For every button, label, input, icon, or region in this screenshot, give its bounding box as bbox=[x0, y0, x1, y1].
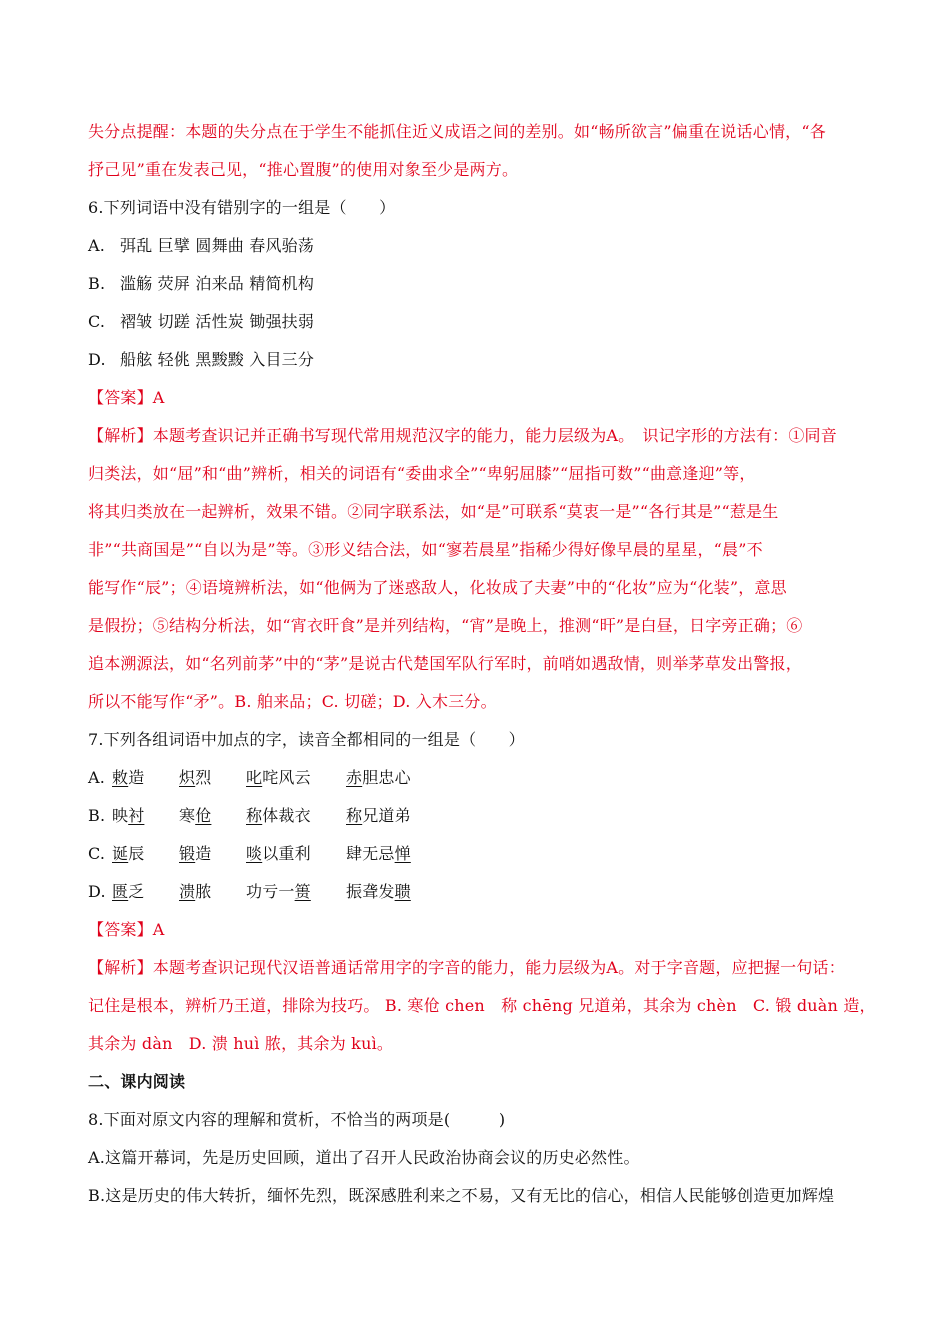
q6-option-c bbox=[88, 310, 314, 334]
q7-word bbox=[246, 804, 346, 828]
q8-stem: 8.下面对原文内容的理解和赏析，不恰当的两项是( ) bbox=[88, 1110, 506, 1129]
dotted-char: 叱 bbox=[246, 768, 263, 787]
dotted-char: 匮 bbox=[112, 882, 129, 901]
dotted-char: 衬 bbox=[128, 806, 145, 825]
q7-stem: 7.下列各组词语中加点的字，读音全都相同的一组是（ ） bbox=[88, 730, 525, 749]
dotted-char: 称 bbox=[246, 806, 263, 825]
word-rest: 辰 bbox=[128, 844, 145, 863]
word-rest: 烈 bbox=[195, 768, 212, 787]
word-rest: 体裁衣 bbox=[262, 806, 311, 825]
q6-analysis-line: 【解析】本题考查识记并正确书写现代常用规范汉字的能力，能力层级为A。 识记字形的方法有：①同音 bbox=[88, 426, 837, 445]
q8-option-a: A.这篇开幕词，先是历史回顾，道出了召开人民政治协商会议的历史必然性。 bbox=[88, 1148, 640, 1167]
q7-word bbox=[112, 842, 179, 866]
dotted-char: 啖 bbox=[246, 844, 263, 863]
q7-word bbox=[179, 880, 246, 904]
word-rest: 寒 bbox=[179, 806, 196, 825]
dotted-char: 炽 bbox=[179, 768, 196, 787]
option-letter: A. bbox=[88, 768, 106, 787]
q7-word bbox=[179, 842, 246, 866]
q7-word bbox=[246, 880, 346, 904]
q6-analysis-line: 将其归类放在一起辨析，效果不错。②同字联系法，如“是”可联系“莫衷一是”“各行其是”“惹是生 bbox=[88, 502, 779, 521]
q6-stem: 6.下列词语中没有错别字的一组是（ ） bbox=[88, 198, 396, 217]
q7-word bbox=[112, 766, 179, 790]
q6-analysis-line: 非”“共商国是”“自以为是”等。③形义结合法，如“寥若晨星”指稀少得好像早晨的星星，“晨”不 bbox=[88, 540, 763, 559]
q7-row-b bbox=[88, 804, 411, 828]
q7-answer: 【答案】A bbox=[88, 920, 165, 939]
word-rest: 功亏一 bbox=[246, 882, 295, 901]
q7-word bbox=[346, 766, 411, 790]
word-rest: 胆忠心 bbox=[362, 768, 411, 787]
option-text: 弭乱 巨擘 圆舞曲 春风骀荡 bbox=[120, 236, 315, 255]
dotted-char: 惮 bbox=[394, 844, 411, 863]
word-rest: 造 bbox=[195, 844, 212, 863]
option-text: 船舷 轻佻 黑黢黢 入目三分 bbox=[120, 350, 315, 369]
q7-word bbox=[246, 842, 346, 866]
q7-word bbox=[179, 766, 246, 790]
dotted-char: 伧 bbox=[195, 806, 212, 825]
q7-word bbox=[346, 842, 411, 866]
q7-row-a bbox=[88, 766, 411, 790]
q6-analysis-line: 追本溯源法，如“名列前茅”中的“茅”是说古代楚国军队行军时，前哨如遇敌情，则举茅草发出警报， bbox=[88, 654, 802, 673]
option-letter: C. bbox=[88, 312, 106, 331]
word-rest: 肆无忌 bbox=[346, 844, 395, 863]
dotted-char: 诞 bbox=[112, 844, 129, 863]
option-letter: B. bbox=[88, 274, 106, 293]
q7-word bbox=[346, 880, 411, 904]
q6-option-b bbox=[88, 272, 314, 296]
q6-analysis-line: 所以不能写作“矛”。B. 舶来品；C. 切磋；D. 入木三分。 bbox=[88, 692, 497, 711]
q7-word bbox=[346, 804, 411, 828]
q7-row-d bbox=[88, 880, 411, 904]
q7-word bbox=[112, 804, 179, 828]
q7-row-c bbox=[88, 842, 411, 866]
section-heading: 二、课内阅读 bbox=[88, 1072, 186, 1091]
dotted-char: 锻 bbox=[179, 844, 196, 863]
option-letter: D. bbox=[88, 350, 106, 369]
option-letter: A. bbox=[88, 236, 106, 255]
q6-option-a bbox=[88, 234, 314, 258]
q6-answer: 【答案】A bbox=[88, 388, 165, 407]
dotted-char: 敕 bbox=[112, 768, 129, 787]
q6-analysis-line: 能写作“辰”；④语境辨析法，如“他俩为了迷惑敌人，化妆成了夫妻”中的“化妆”应为“化装”，意思 bbox=[88, 578, 787, 597]
option-text: 滥觞 荧屏 泊来品 精简机构 bbox=[120, 274, 315, 293]
dotted-char: 称 bbox=[346, 806, 363, 825]
q7-analysis-line: 记住是根本，辨析乃王道，排除为技巧。 B. 寒伧 chen 称 chēng 兄道弟，其余为 chèn C. 锻 duàn 造， bbox=[88, 996, 876, 1015]
q6-analysis-line: 是假扮；⑤结构分析法，如“宵衣旰食”是并列结构，“宵”是晚上，推测“旰”是白昼，日字旁正确；⑥ bbox=[88, 616, 803, 635]
q7-word bbox=[246, 766, 346, 790]
q6-option-d bbox=[88, 348, 314, 372]
dotted-char: 聩 bbox=[394, 882, 411, 901]
q7-word bbox=[179, 804, 246, 828]
tip-line-1: 失分点提醒：本题的失分点在于学生不能抓住近义成语之间的差别。如“畅所欲言”偏重在说话心情，“各 bbox=[88, 122, 826, 141]
option-letter: C. bbox=[88, 844, 106, 863]
word-rest: 振聋发 bbox=[346, 882, 395, 901]
word-rest: 兄道弟 bbox=[362, 806, 411, 825]
q8-option-b: B.这是历史的伟大转折，缅怀先烈，既深感胜利来之不易，又有无比的信心，相信人民能够创造更加辉煌 bbox=[88, 1186, 835, 1205]
word-rest: 乏 bbox=[128, 882, 145, 901]
word-rest: 以重利 bbox=[262, 844, 311, 863]
tip-line-2: 抒己见”重在发表己见，“推心置腹”的使用对象至少是两方。 bbox=[88, 160, 519, 179]
word-rest: 映 bbox=[112, 806, 129, 825]
word-rest: 造 bbox=[128, 768, 145, 787]
q7-word bbox=[112, 880, 179, 904]
dotted-char: 溃 bbox=[179, 882, 196, 901]
q6-analysis-line: 归类法，如“屈”和“曲”辨析，相关的词语有“委曲求全”“卑躬屈膝”“屈指可数”“曲意逢迎”等， bbox=[88, 464, 756, 483]
word-rest: 咤风云 bbox=[262, 768, 311, 787]
option-letter: D. bbox=[88, 882, 106, 901]
q7-analysis-line: 【解析】本题考查识记现代汉语普通话常用字的字音的能力，能力层级为A。对于字音题，应把握一句话： bbox=[88, 958, 845, 977]
option-text: 褶皱 切蹉 活性炭 锄强扶弱 bbox=[120, 312, 315, 331]
dotted-char: 篑 bbox=[294, 882, 311, 901]
q7-analysis-line: 其余为 dàn D. 溃 huì 脓，其余为 kuì。 bbox=[88, 1034, 394, 1053]
option-letter: B. bbox=[88, 806, 106, 825]
word-rest: 脓 bbox=[195, 882, 212, 901]
dotted-char: 赤 bbox=[346, 768, 363, 787]
